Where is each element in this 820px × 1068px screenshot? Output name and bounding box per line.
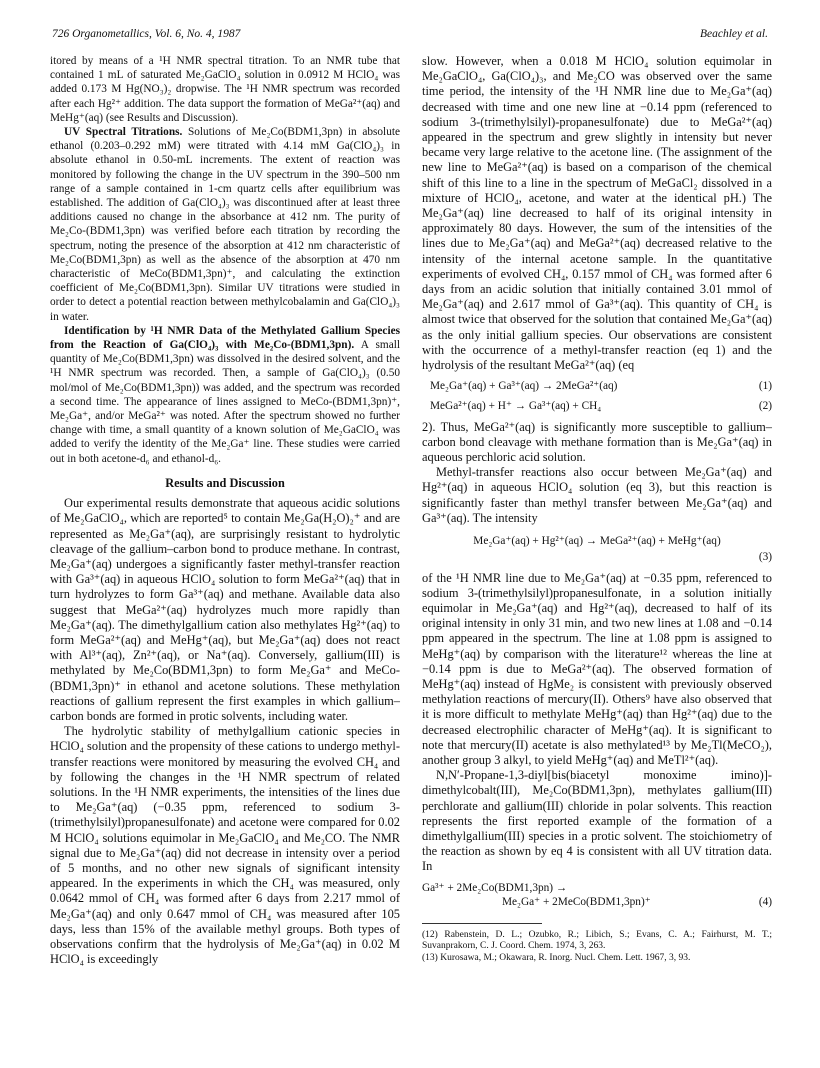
paragraph-uv-titrations <box>50 125 400 324</box>
run-in-heading: Identification by ¹H NMR Data of the Methylated Gallium Species from the Reaction of Ga(ClO₄)₃ with Me₂Co-(BDM1,3pn). <box>50 324 400 352</box>
equation-1 <box>422 379 772 393</box>
running-header-journal: 726 Organometallics, Vol. 6, No. 4, 1987 <box>52 28 241 40</box>
running-header-authors: Beachley et al. <box>699 28 768 40</box>
right-column <box>422 54 772 964</box>
paragraph: The hydrolytic stability of methylgallium cationic species in HClO₄ solution and the propensity of these cations to undergo methyl-transfer reactions were monitored by measuring the evolved CH₄ and by following the changes in the ¹H NMR spectrum of related solutions. In the ¹H NMR experiments, the intensities of the lines due to Me₂Ga⁺(aq) (−0.35 ppm, referenced to sodium 3-(trimethylsilyl)propanesulfonate) and acetone were compared for 0.02 M HClO₄ solutions equimolar in Me₂GaClO₄ and Me₂CO. The NMR signal due to Me₂Ga⁺(aq) did not decrease in intensity over a period of 5 months, and no other new signals of significant intensity appeared. In the experiments in which the CH₄ was measured, only 0.0642 mmol of CH₄ was formed after 6 days from 2.217 mmol of Me₂Ga⁺(aq) and only 0.647 mmol of CH₄ was measured after 105 days, less than 15% of the available methyl groups. Both types of observations confirm that the hydrolysis of Me₂Ga⁺(aq) in 0.02 M HClO₄ is exceedingly <box>50 724 400 967</box>
paragraph-text: Solutions of Me₂Co(BDM1,3pn) in absolute ethanol (0.203–0.292 mM) were titrated with 4.14 mM Ga(ClO₄)₃ in absolute ethanol in 0.50-mL increments. The extent of reaction was monitored by following the change in the UV spectrum in the 390–500 nm range of a sample contained in 1-cm quartz cells after equilibrium was established. The addition of Ga(ClO₄)₃ was discontinued after at least three additions caused no change in the absorbance at 412 nm. The purity of Me₂Co-(BDM1,3pn) was verified before each titration by recording the spectrum, noting the presence of the absorption at 412 nm characteristic of Me₂Co(BDM1,3pn) as well as the absence of the absorption at 470 nm characteristic of MeCo(BDM1,3pn)⁺, and calculating the extinction coefficient of Me₂Co(BDM1,3pn). Similar UV titrations were studied in order to detect a potential reaction between methylcobalamin and Ga(ClO₄)₃ in water. <box>50 126 400 323</box>
left-column <box>50 54 400 967</box>
footnote: (13) Kurosawa, M.; Okawara, R. Inorg. Nucl. Chem. Lett. 1967, 3, 93. <box>422 952 691 963</box>
equation-number: (1) <box>758 380 772 393</box>
paragraph: N,N′-Propane-1,3-diyl[bis(biacetyl monoxime imino)]-dimethylcobalt(III), Me₂Co(BDM1,3pn), methylates gallium(III) perchlorate and gallium(III) chloride in polar solvents. This reaction represents the first reported example of the formation of a dimethylgallium(III) species in a protic solvent. The stoichiometry of the reaction as shown by eq 4 is consistent with all UV titration data. In <box>422 768 772 874</box>
section-heading: Results and Discussion <box>165 475 285 490</box>
footnote: (12) Rabenstein, D. L.; Ozubko, R.; Libich, S.; Evans, C. A.; Fairhurst, M. T.; Suvanprakorn, C. J. Coord. Chem. 1974, 3, 263. <box>422 929 772 952</box>
equation-text: Me₂Ga⁺(aq) + Ga³⁺(aq) → 2MeGa²⁺(aq) <box>430 380 618 393</box>
paragraph: itored by means of a ¹H NMR spectral titration. To an NMR tube that contained 1 mL of saturated Me₂GaClO₄ solution in 0.0912 M HClO₄ was added 0.173 M Hg(NO₃)₂ dropwise. The ¹H NMR spectrum was recorded after each Hg²⁺ addition. The data support the formation of MeGa²⁺(aq) and MeHg⁺(aq) (see Results and Discussion). <box>50 55 400 124</box>
equation-number: (2) <box>758 400 772 413</box>
equation-4 <box>422 881 772 909</box>
paragraph: Methyl-transfer reactions also occur between Me₂Ga⁺(aq) and Hg²⁺(aq) in aqueous HClO₄ solution (eq 3), but this reaction is significantly faster than methyl transfer between Me₂Ga⁺(aq) and Ga³⁺(aq). The intensity <box>422 465 772 525</box>
equation-text: MeGa²⁺(aq) + H⁺ → Ga³⁺(aq) + CH₄ <box>430 400 602 413</box>
paragraph: Our experimental results demonstrate that aqueous acidic solutions of Me₂GaClO₄, which are reported⁵ to contain Me₂Ga(H₂O)₂⁺ and are represented as Me₂Ga⁺(aq), are surprisingly resistant to hydrolytic cleavage of the gallium–carbon bond to produce methane. In contrast, Me₂Ga⁺(aq) undergoes a significantly faster methyl-transfer reaction with Ga³⁺(aq) in aqueous HClO₄ solution to form MeGa²⁺(aq) that in turn hydrolyzes to form Ga³⁺(aq) and methane. Available data also suggest that MeGa²⁺(aq) hydrolyzes much more rapidly than Me₂Ga⁺(aq). The dimethylgallium cation also methylates Hg²⁺(aq) to form MeGa²⁺(aq) and MeHg⁺(aq), but Me₂Ga⁺(aq) does not react with Al³⁺(aq), Zn²⁺(aq), or Na⁺(aq). Conversely, gallium(III) is methylated by Me₂Co(BDM1,3pn) to form Me₂Ga⁺ and MeCo-(BDM1,3pn)⁺ in ethanol and acetone solutions. These methylation reactions of gallium represent the first examples in which gallium–carbon bonds are formed in protic solvents, including water. <box>50 496 400 723</box>
footnote-rule <box>422 923 542 924</box>
paragraph: 2). Thus, MeGa²⁺(aq) is significantly more susceptible to gallium–carbon bond cleavage with methane formation than is Me₂Ga⁺(aq) in aqueous perchloric acid solution. <box>422 419 772 465</box>
run-in-heading: UV Spectral Titrations. <box>64 126 183 139</box>
equation-line <box>422 895 772 909</box>
paragraph-identification <box>50 324 400 466</box>
equation-3: Me₂Ga⁺(aq) + Hg²⁺(aq) → MeGa²⁺(aq) + MeHg⁺(aq) <box>473 535 721 548</box>
equation-text: Me₂Ga⁺ + 2MeCo(BDM1,3pn)⁺ <box>502 895 651 908</box>
equation-2 <box>422 399 772 413</box>
paragraph: slow. However, when a 0.018 M HClO₄ solution equimolar in Me₂GaClO₄, Ga(ClO₄)₃, and Me₂CO was observed over the same time period, the intensity of the ¹H NMR line due to Me₂Ga⁺(aq) decreased with time and one new line at −0.14 ppm (referenced to sodium 3-(trimethylsilyl)-propanesulfonate) due to MeGa²⁺(aq) appeared in the spectrum and grew slightly in intensity but never became very large relative to the acetone line. (The assignment of the new line to MeGa²⁺(aq) is based on a comparison of the chemical shift of this line to a line in the spectrum of MeGaCl₂ dissolved in a mixture of HClO₄, acetone, and water at the identical pH.) The Me₂Ga⁺(aq) line decreased to half of its original intensity in approximately 80 days. However, the sum of the intensities of the lines due to Me₂Ga⁺(aq) and MeGa²⁺(aq) decreased relative to the intensity of the internal acetone sample. In the quantitative experiments of evolved CH₄, 0.157 mmol of CH₄ was formed after 6 days from an acidic solution that initially contained 3.01 mmol of Me₂Ga⁺(aq) and 2.617 mmol of Ga³⁺(aq). This quantity of CH₄ is almost twice that observed for the solution that contained Me₂Ga⁺(aq) as the only initial gallium species. Our observations are consistent with the occurrence of a methyl-transfer reaction (eq 1) and the hydrolysis of the resultant MeGa²⁺(aq) (eq <box>422 54 772 373</box>
equation-number: (3) <box>758 551 772 564</box>
equation-text: Ga³⁺ + 2Me₂Co(BDM1,3pn) → <box>422 881 568 894</box>
paragraph: of the ¹H NMR line due to Me₂Ga⁺(aq) at −0.35 ppm, referenced to sodium 3-(trimethylsilyl)propanesulfonate, in a solution initially equimolar in Me₂Ga⁺(aq) and Hg²⁺(aq), decreased to half of its original intensity in only 31 min, and two new lines at 1.08 and −0.14 ppm appeared in the spectrum. The line at 1.08 ppm is assigned to MeHg⁺(aq) by comparison with the literature¹² whereas the line at −0.14 ppm is due to MeGa²⁺(aq). The observed formation of MeHg⁺(aq) instead of HgMe₂ is consistent with previously observed methylation reactions of mercury(II). Others⁹ have also observed that it is more difficult to methylate MeHg⁺(aq) than Hg²⁺(aq) due to the decreased electrophilic character of MeHg⁺(aq). It is significant to note that mercury(II) acetate is also methylated¹³ by Me₂Tl(MeCO₂), another group 3 alkyl, to yield MeHg⁺(aq) and MeTl²⁺(aq). <box>422 570 772 767</box>
paragraph-text: A small quantity of Me₂Co(BDM1,3pn) was dissolved in the desired solvent, and the ¹H NMR spectrum was recorded. Then, a sample of Ga(ClO₄)₃ (0.50 mol/mol of Me₂Co(BDM1,3pn)) was added, and the spectrum was recorded a second time. The appearance of lines assigned to MeCo-(BDM1,3pn)⁺, Me₂Ga⁺, and/or MeGa²⁺ was noted. After the spectrum showed no further change with time, a small quantity of a known solution of Me₂GaClO₄ was added to verify the identity of the Me₂Ga⁺ line. These studies were carried out in both acetone-d₆ and ethanol-d₆. <box>50 339 400 465</box>
equation-number: (4) <box>758 895 772 908</box>
